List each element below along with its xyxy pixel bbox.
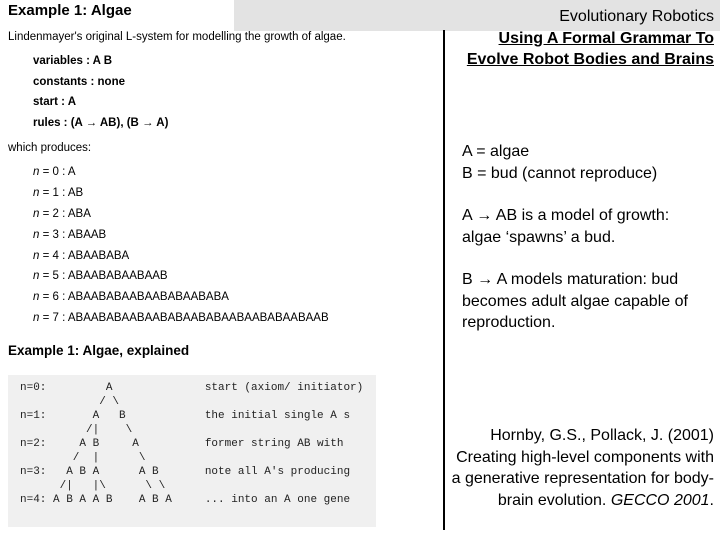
produces-text: which produces: [8, 142, 92, 154]
slide-subtitle: Using A Formal Grammar To Evolve Robot Bodies and Brains [466, 29, 714, 68]
generation-row: n = 0 : A [33, 166, 76, 178]
generation-row: n = 2 : ABA [33, 208, 91, 220]
derivation-tree-text: n=0: A start (axiom/ initiator) / \ n=1: A B the initial single A s /| \ n=2: A B A former string AB with / | \ n=3: A B A A B note all A's producing /| |\ \ \ n=4: A B A A B A B A ... into an A one gene [20, 382, 364, 506]
growth-text: A → AB is a model of growth: algae ‘spawns’ a bud. [462, 207, 670, 246]
definitions [462, 141, 712, 184]
column-divider [443, 30, 445, 530]
generation-row: n = 5 : ABAABABAABAAB [33, 270, 168, 282]
definition-a: A = algae [462, 143, 530, 160]
intro-text: Lindenmayer's original L-system for modelling the growth of algae. [8, 31, 346, 43]
definition-b: B = bud (cannot reproduce) [462, 164, 658, 182]
generation-row: n = 1 : AB [33, 187, 84, 199]
rules-line: rules : (A → AB), (B → A) [33, 117, 169, 129]
reference-main: Hornby, G.S., Pollack, J. (2001) Creating high-level components with a generative representation for body-brain evolution. [451, 427, 714, 509]
example-title: Example 1: Algae [8, 2, 132, 19]
generation-row: n = 7 : ABAABABAABAABABAABABAABAABABAABAAB [33, 312, 329, 324]
derivation-tree-image [8, 375, 376, 527]
maturation-text: B → A models maturation: bud becomes adult algae capable of reproduction. [462, 271, 688, 331]
generation-row: n = 6 : ABAABABAABAABABAABABA [33, 291, 229, 303]
start-line: start : A [33, 96, 77, 108]
explained-title: Example 1: Algae, explained [8, 343, 190, 358]
slide-title-main: Evolutionary Robotics [559, 8, 714, 25]
reference-venue: GECCO 2001 [610, 491, 710, 509]
reference-citation: Hornby, G.S., Pollack, J. (2001) Creating high-level components with a generative representation for body-brain evolution. GECCO 2001. [451, 427, 714, 509]
variables-line: variables : A B [33, 55, 113, 67]
generation-row: n = 3 : ABAAB [33, 229, 107, 241]
constants-line: constants : none [33, 76, 126, 88]
slide-title [454, 6, 714, 71]
generation-row: n = 4 : ABAABABA [33, 250, 130, 262]
